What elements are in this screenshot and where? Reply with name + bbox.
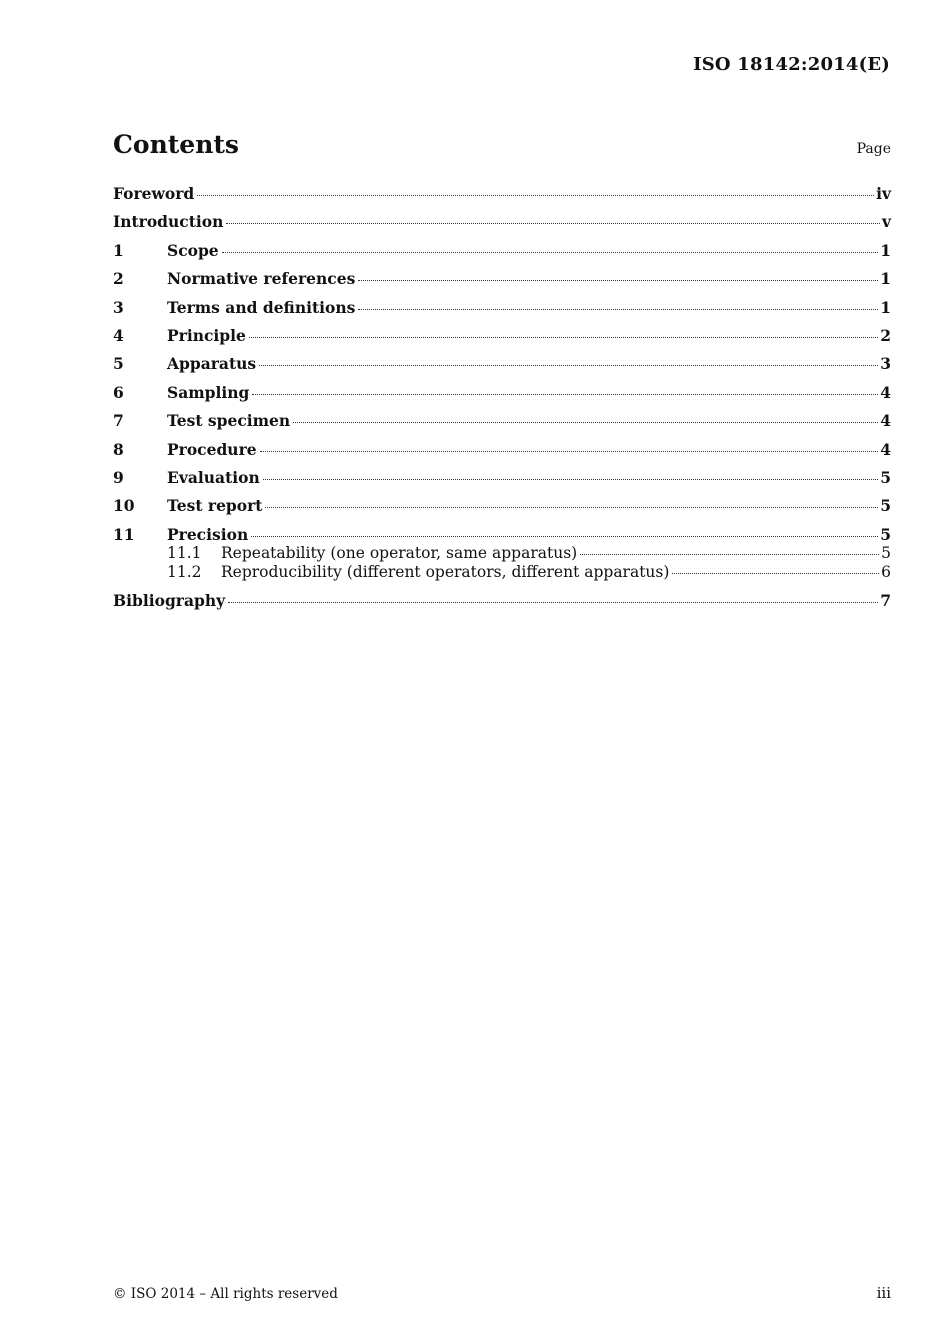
dot-leader <box>226 223 880 224</box>
toc-entry-test-specimen[interactable] <box>113 411 891 439</box>
toc-page-column-label: Page <box>856 141 891 157</box>
table-of-contents <box>113 184 891 619</box>
dot-leader <box>260 451 879 452</box>
toc-entry-page: v <box>881 212 891 232</box>
toc-entry-number: 8 <box>113 439 124 459</box>
toc-entry-page: 4 <box>880 382 891 402</box>
toc-entry-page: 5 <box>880 524 891 544</box>
toc-entry-label: Reproducibility (different operators, different apparatus) <box>221 562 670 581</box>
dot-leader <box>197 195 874 196</box>
dot-leader <box>252 394 878 395</box>
toc-subentry-repeatability[interactable] <box>113 544 891 563</box>
toc-entry-procedure[interactable] <box>113 440 891 468</box>
page-footer <box>113 1284 891 1302</box>
toc-entry-normative-references[interactable] <box>113 269 891 297</box>
toc-entry-page: 5 <box>880 496 891 516</box>
toc-entry-label: Foreword <box>113 184 195 203</box>
toc-entry-number: 1 <box>113 240 124 260</box>
dot-leader <box>293 422 878 423</box>
toc-entry-page: 3 <box>880 354 891 374</box>
toc-entry-number: 9 <box>113 467 124 487</box>
toc-entry-bibliography[interactable] <box>113 591 891 619</box>
toc-entry-page: 1 <box>880 269 891 289</box>
toc-entry-number: 11.1 <box>167 543 202 562</box>
toc-entry-label: Test specimen <box>167 411 291 431</box>
toc-entry-label: Normative references <box>167 269 356 289</box>
toc-entry-label: Scope <box>167 240 219 260</box>
toc-entry-page: 1 <box>880 240 891 260</box>
dot-leader <box>259 365 878 366</box>
toc-entry-principle[interactable] <box>113 326 891 354</box>
toc-entry-number: 11.2 <box>167 562 202 581</box>
toc-entry-evaluation[interactable] <box>113 468 891 496</box>
toc-entry-label: Sampling <box>167 382 250 402</box>
toc-entry-label: Apparatus <box>167 354 257 374</box>
toc-entry-number: 2 <box>113 269 124 289</box>
dot-leader <box>263 479 878 480</box>
dot-leader <box>265 507 878 508</box>
toc-entry-label: Procedure <box>167 439 257 459</box>
toc-entry-scope[interactable] <box>113 241 891 269</box>
toc-entry-page: 4 <box>880 439 891 459</box>
toc-entry-label: Evaluation <box>167 467 260 487</box>
copyright-notice: © ISO 2014 – All rights reserved <box>113 1286 338 1302</box>
toc-entry-number: 4 <box>113 325 124 345</box>
toc-entry-page: 7 <box>880 590 891 610</box>
toc-entry-page: 5 <box>880 467 891 487</box>
toc-entry-label: Test report <box>167 496 263 516</box>
toc-entry-number: 11 <box>113 524 135 544</box>
toc-entry-test-report[interactable] <box>113 496 891 524</box>
page-number: iii <box>876 1284 891 1302</box>
toc-entry-page: iv <box>876 184 891 203</box>
toc-title: Contents <box>113 130 240 159</box>
dot-leader <box>228 602 878 603</box>
toc-entry-apparatus[interactable] <box>113 354 891 382</box>
toc-entry-foreword[interactable] <box>113 184 891 212</box>
toc-entry-terms-and-definitions[interactable] <box>113 298 891 326</box>
toc-entry-label: Precision <box>167 524 249 544</box>
dot-leader <box>222 252 879 253</box>
document-id: ISO 18142:2014(E) <box>693 54 890 75</box>
toc-entry-number: 6 <box>113 382 124 402</box>
toc-entry-page: 6 <box>881 562 891 581</box>
toc-header <box>113 130 891 159</box>
toc-entry-label: Repeatability (one operator, same apparatus) <box>221 543 578 562</box>
toc-entry-page: 1 <box>880 297 891 317</box>
dot-leader <box>672 573 879 574</box>
dot-leader <box>580 554 879 555</box>
toc-entry-precision[interactable] <box>113 525 891 544</box>
dot-leader <box>249 337 878 338</box>
toc-entry-number: 7 <box>113 411 124 431</box>
dot-leader <box>358 280 878 281</box>
toc-entry-number: 10 <box>113 496 135 516</box>
toc-entry-label: Introduction <box>113 212 224 232</box>
toc-subentry-reproducibility[interactable] <box>113 563 891 582</box>
toc-entry-label: Principle <box>167 325 246 345</box>
toc-entry-label: Bibliography <box>113 590 226 610</box>
toc-entry-sampling[interactable] <box>113 383 891 411</box>
toc-entry-label: Terms and definitions <box>167 297 356 317</box>
toc-entry-page: 5 <box>881 543 891 562</box>
toc-entry-introduction[interactable] <box>113 212 891 240</box>
dot-leader <box>358 309 878 310</box>
toc-entry-page: 4 <box>880 411 891 431</box>
toc-entry-number: 3 <box>113 297 124 317</box>
toc-entry-page: 2 <box>880 325 891 345</box>
dot-leader <box>251 536 878 537</box>
toc-entry-number: 5 <box>113 354 124 374</box>
